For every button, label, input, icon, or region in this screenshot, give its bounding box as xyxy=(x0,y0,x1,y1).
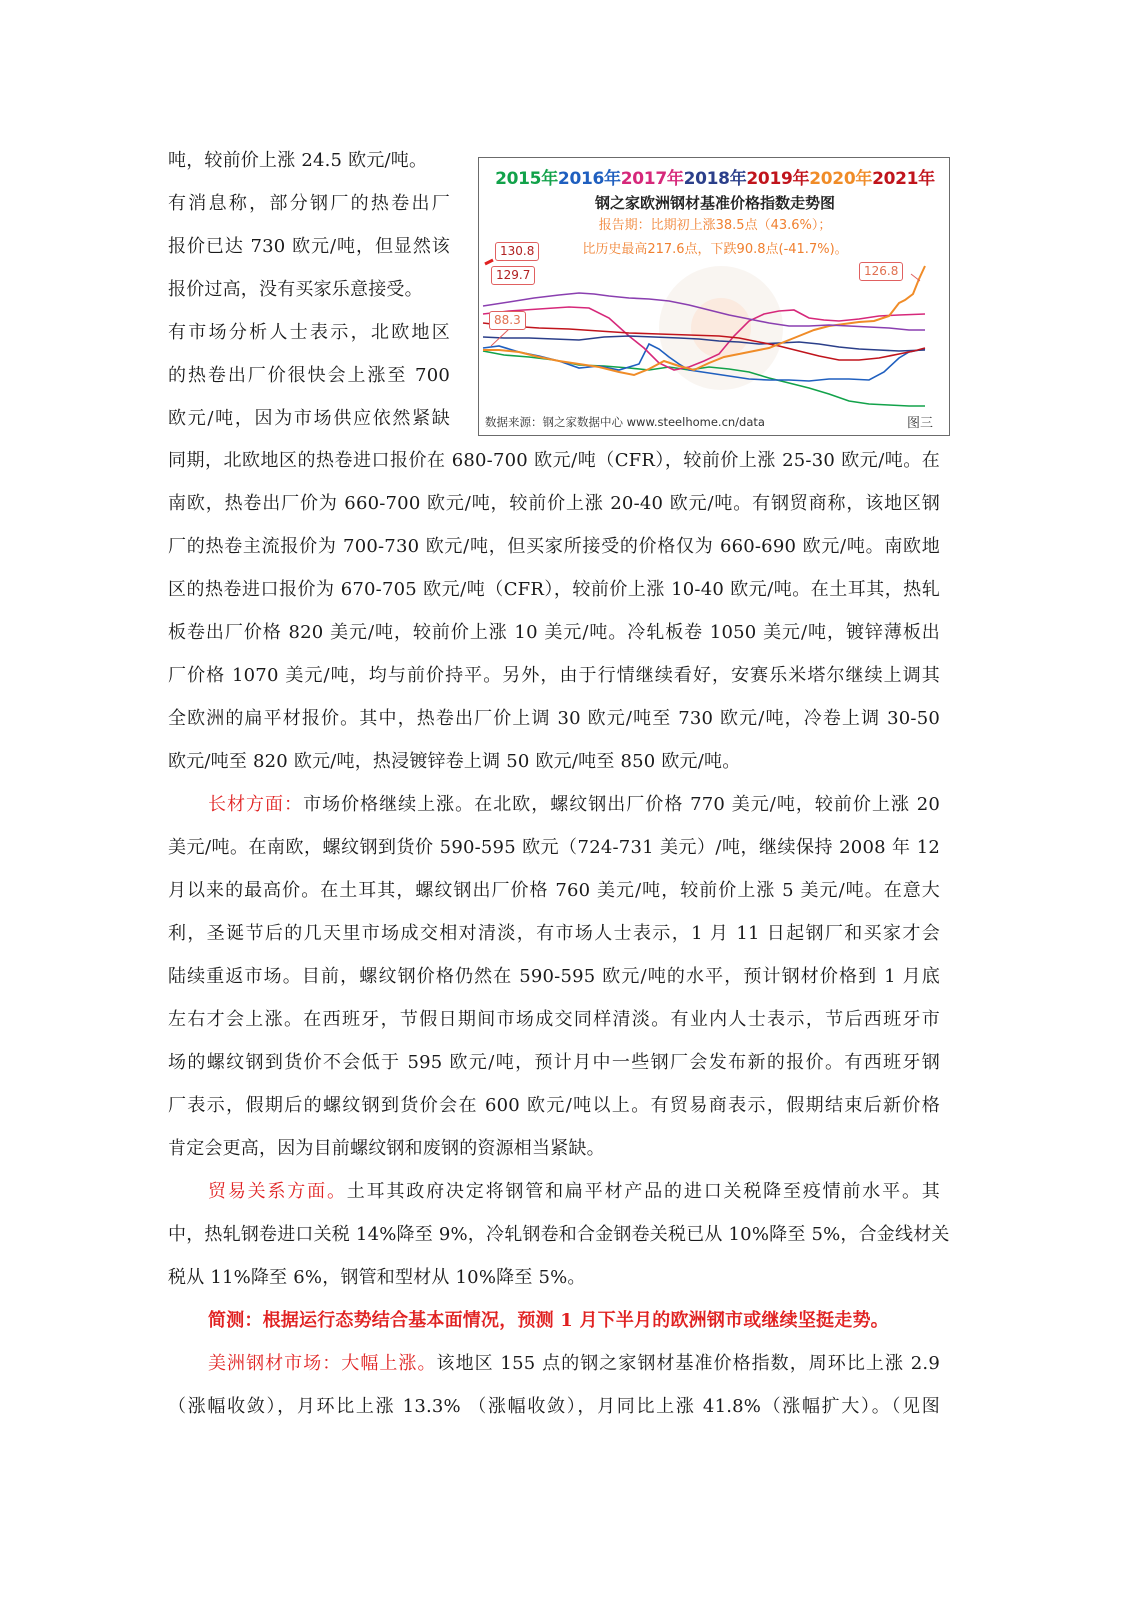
value-label-b: 129.7 xyxy=(491,266,535,285)
figure-subtitle-2: 比历史最高217.6点，下跌90.8点(-41.7%)。 xyxy=(582,242,848,257)
forecast-line: 简测：根据运行态势结合基本面情况，预测 1 月下半月的欧洲钢市或继续坚挺走势。 xyxy=(208,1310,889,1331)
value-label-a: 130.8 xyxy=(495,242,539,261)
text-line: 板卷出厂价格 820 美元/吨，较前价上涨 10 美元/吨。冷轧板卷 1050 美元/吨，镀锌薄板出 xyxy=(168,622,940,643)
text-line: 肯定会更高，因为目前螺纹钢和废钢的资源相当紧缺。 xyxy=(168,1138,605,1159)
text-line: 报价过高，没有买家乐意接受。 xyxy=(168,279,423,300)
text-line: 的热卷出厂价很快会上涨至 700 xyxy=(168,365,450,386)
text-line: 左右才会上涨。在西班牙，节假日期间市场成交同样清淡。有业内人士表示，节后西班牙市 xyxy=(168,1009,940,1030)
text-line: 税从 11%降至 6%，钢管和型材从 10%降至 5%。 xyxy=(168,1267,586,1288)
text-line: 欧元/吨，因为市场供应依然紧缺 xyxy=(168,408,450,429)
text-line: 美元/吨。在南欧，螺纹钢到货价 590-595 欧元（724-731 美元）/吨，继续保持 2008 年 12 xyxy=(168,837,940,858)
text-line: 中，热轧钢卷进口关税 14%降至 9%，冷轧钢卷和合金钢卷关税已从 10%降至 5%，合金线材关 xyxy=(168,1224,950,1245)
text-line: 有消息称，部分钢厂的热卷出厂 xyxy=(168,193,450,214)
year-label: 2015年 xyxy=(495,169,558,189)
value-label-d: 126.8 xyxy=(859,262,903,281)
text-line: 利，圣诞节后的几天里市场成交相对清淡，有市场人士表示，1 月 11 日起钢厂和买家才会 xyxy=(168,923,940,944)
year-label: 2021年 xyxy=(872,169,935,189)
text-line: 陆续重返市场。目前，螺纹钢价格仍然在 590-595 欧元/吨的水平，预计钢材价格到 1 月底 xyxy=(168,966,940,987)
section-heading-americas: 美洲钢材市场：大幅上涨。 xyxy=(208,1353,437,1374)
current-marker xyxy=(485,260,493,264)
year-label: 2018年 xyxy=(683,169,747,189)
text-line xyxy=(208,790,940,820)
text-line: 厂的热卷主流报价为 700-730 欧元/吨，但买家所接受的价格仅为 660-690 欧元/吨。南欧地 xyxy=(168,536,940,557)
text-span: 土耳其政府决定将钢管和扁平材产品的进口关税降至疫情前水平。其 xyxy=(346,1181,940,1202)
text-line: 月以来的最高价。在土耳其，螺纹钢出厂价格 760 美元/吨，较前价上涨 5 美元/吨。在意大 xyxy=(168,880,940,901)
figure-subtitle-1: 报告期：比期初上涨38.5点（43.6%）； xyxy=(598,218,832,233)
text-line: 区的热卷进口报价为 670-705 欧元/吨（CFR），较前价上涨 10-40 欧元/吨。在土耳其，热轧 xyxy=(168,579,940,600)
text-line: 吨，较前价上涨 24.5 欧元/吨。 xyxy=(168,150,428,171)
figure-number: 图三 xyxy=(907,416,934,431)
year-label: 2020年 xyxy=(809,169,873,189)
price-index-figure xyxy=(478,157,950,436)
text-line: 全欧洲的扁平材报价。其中，热卷出厂价上调 30 欧元/吨至 730 欧元/吨，冷卷上调 30-50 xyxy=(168,708,940,729)
text-span: 市场价格继续上涨。在北欧，螺纹钢出厂价格 770 美元/吨，较前价上涨 20 xyxy=(303,794,941,815)
text-line: 场的螺纹钢到货价不会低于 595 欧元/吨，预计月中一些钢厂会发布新的报价。有西班牙钢 xyxy=(168,1052,940,1073)
text-line: 报价已达 730 欧元/吨，但显然该 xyxy=(168,236,450,257)
figure-title: 钢之家欧洲钢材基准价格指数走势图 xyxy=(594,194,835,212)
value-label-c: 88.3 xyxy=(489,311,526,330)
text-line: 欧元/吨至 820 欧元/吨，热浸镀锌卷上调 50 欧元/吨至 850 欧元/吨。 xyxy=(168,751,741,772)
text-line: 有市场分析人士表示，北欧地区 xyxy=(168,322,450,343)
section-heading-trade: 贸易关系方面。 xyxy=(208,1181,347,1202)
figure-source: 数据来源：钢之家数据中心 www.steelhome.cn/data xyxy=(485,415,765,429)
text-line: 厂表示，假期后的螺纹钢到货价会在 600 欧元/吨以上。有贸易商表示，假期结束后新价格 xyxy=(168,1095,940,1116)
text-line: 南欧，热卷出厂价为 660-700 欧元/吨，较前价上涨 20-40 欧元/吨。有钢贸商称，该地区钢 xyxy=(168,493,940,514)
text-line: 同期，北欧地区的热卷进口报价在 680-700 欧元/吨（CFR），较前价上涨 25-30 欧元/吨。在 xyxy=(168,450,940,471)
section-heading-long-products: 长材方面： xyxy=(208,794,304,815)
text-line xyxy=(208,1177,940,1207)
figure-plot xyxy=(479,158,950,436)
year-label: 2019年 xyxy=(746,169,810,189)
year-label: 2016年 xyxy=(557,169,621,189)
text-span: 该地区 155 点的钢之家钢材基准价格指数，周环比上涨 2.9 xyxy=(436,1353,940,1374)
text-line: 厂价格 1070 美元/吨，均与前价持平。另外，由于行情继续看好，安赛乐米塔尔继续上调其 xyxy=(168,665,940,686)
text-line: （涨幅收敛），月环比上涨 13.3% （涨幅收敛），月同比上涨 41.8%（涨幅扩大）。（见图 xyxy=(168,1396,940,1417)
text-line xyxy=(208,1349,940,1379)
year-label: 2017年 xyxy=(620,169,684,189)
